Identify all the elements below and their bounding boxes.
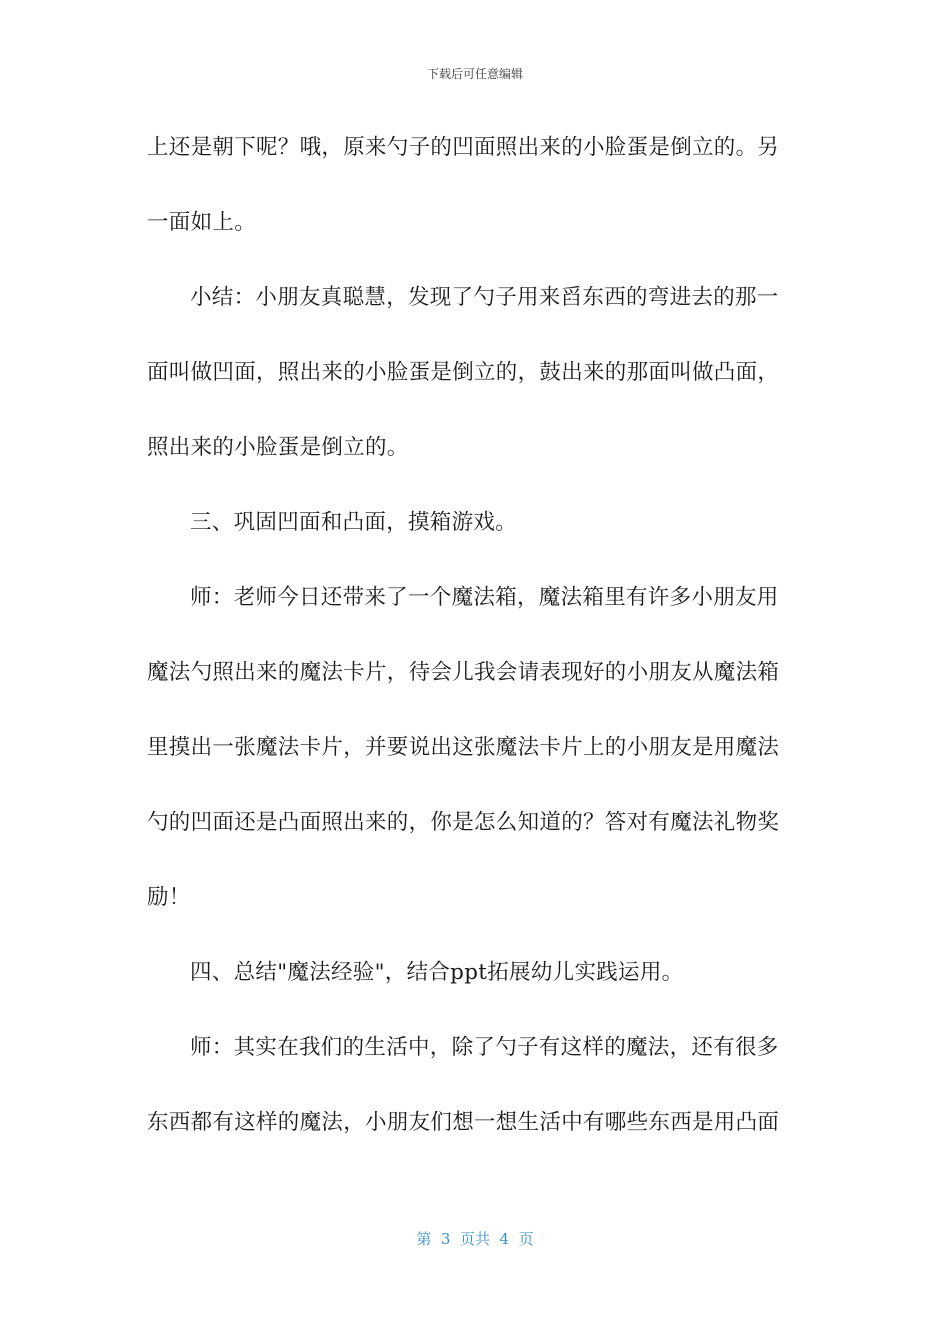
text-line: 一面如上。 — [147, 210, 257, 235]
text-line: 勺的凹面还是凸面照出来的，你是怎么知道的？答对有魔法礼物奖 — [147, 810, 780, 835]
paragraph-summary: 小结：小朋友真聪慧，发现了勺子用来舀东西的弯进去的那一 — [190, 285, 779, 310]
text-line: 上还是朝下呢？哦，原来勺子的凹面照出来的小脸蛋是倒立的。另 — [147, 135, 780, 160]
section-heading-4: 四、总结"魔法经验"，结合ppt拓展幼儿实践运用。 — [190, 960, 684, 985]
paragraph-teacher: 师：其实在我们的生活中，除了勺子有这样的魔法，还有很多 — [190, 1035, 779, 1060]
page-header: 下载后可任意编辑 — [426, 67, 523, 81]
section-heading-3: 三、巩固凹面和凸面，摸箱游戏。 — [190, 510, 518, 535]
page-number: 第 3 页共 4 页 — [416, 1230, 534, 1248]
text-line: 励！ — [147, 885, 191, 910]
paragraph-teacher: 师：老师今日还带来了一个魔法箱，魔法箱里有许多小朋友用 — [190, 585, 779, 610]
text-line: 东西都有这样的魔法，小朋友们想一想生活中有哪些东西是用凸面 — [147, 1110, 780, 1135]
text-line: 照出来的小脸蛋是倒立的。 — [147, 435, 409, 460]
text-line: 魔法勺照出来的魔法卡片，待会儿我会请表现好的小朋友从魔法箱 — [147, 660, 780, 685]
text-line: 面叫做凹面，照出来的小脸蛋是倒立的，鼓出来的那面叫做凸面， — [147, 360, 780, 385]
text-line: 里摸出一张魔法卡片，并要说出这张魔法卡片上的小朋友是用魔法 — [147, 735, 780, 760]
document-body — [147, 120, 797, 1170]
